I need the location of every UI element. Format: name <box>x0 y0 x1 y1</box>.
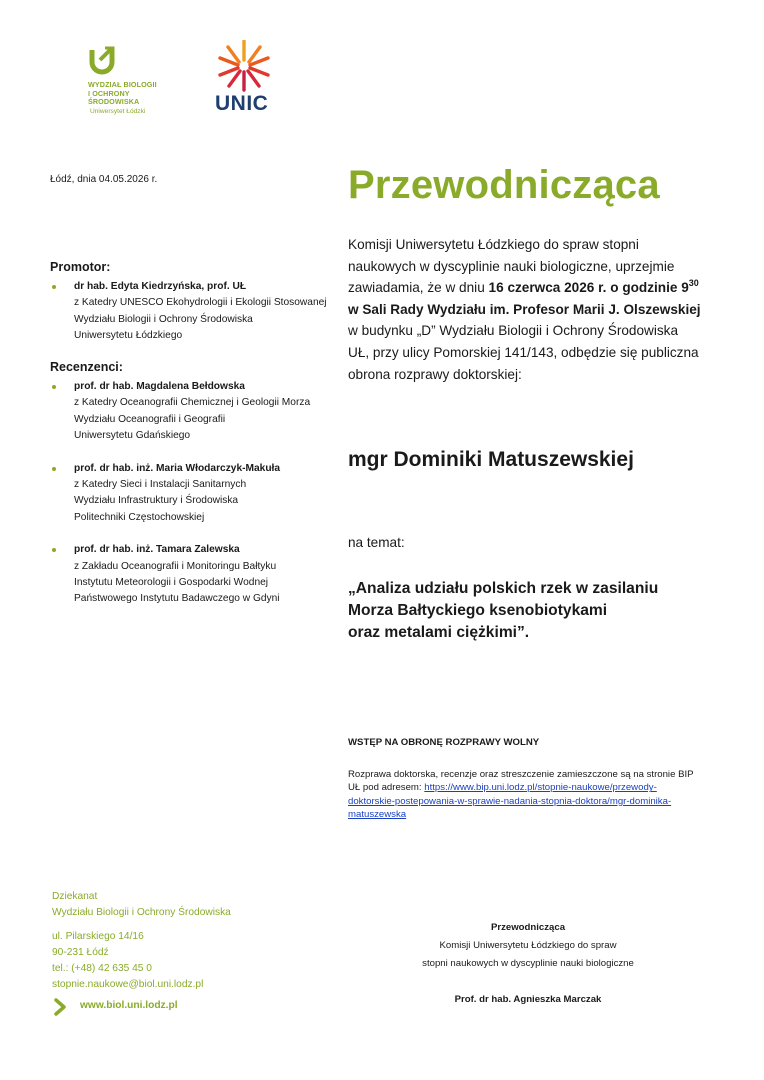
list-item: prof. dr hab. Magdalena Bełdowska z Katedry Oceanografii Chemicznej i Geologii Morza Wydziału Oceanografii i Geografii Uniwersytetu Gdańskiego <box>50 379 340 445</box>
dean-office-contact: Dziekanat Wydziału Biologii i Ochrony Środowiska ul. Pilarskiego 14/16 90-231 Łódź tel.: (+48) 42 635 45 0 stopnie.naukowe@biol.uni.lodz.pl <box>52 889 231 993</box>
bullet-icon <box>52 385 56 389</box>
faculty-logo-text: WYDZIAŁ BIOLOGII I OCHRONY ŚRODOWISKA <box>88 80 157 107</box>
list-item: prof. dr hab. inż. Tamara Zalewska z Zakładu Oceanografii i Monitoringu Bałtyku Instytutu Meteorologii i Gospodarki Wodnej Państwowego Instytutu Badawczego w Gdyni <box>50 542 340 608</box>
unic-logo <box>214 40 276 124</box>
unic-logo-text: UNIC <box>215 92 269 115</box>
university-logo-text: Uniwersytet Łódzki <box>90 108 146 115</box>
phone-number: tel.: (+48) 42 635 45 0 <box>52 963 152 974</box>
bip-link[interactable]: https://www.bip.uni.lodz.pl/stopnie-naukowe/przewody- <box>424 782 657 794</box>
reviewers-section <box>50 360 340 608</box>
defense-date-time: 16 czerwca 2026 r. o godzinie $9^{30}$ <box>488 278 699 296</box>
reviewers-heading: Recenzenci: <box>50 360 123 374</box>
bip-link[interactable]: matuszewska <box>348 809 407 821</box>
address-city: 90-231 Łódź <box>52 947 109 958</box>
announcement-text: Komisji Uniwersytetu Łódzkiego do spraw stopni naukowych w dyscyplinie nauki biologiczne, uprzejmie zawiadamia, że w dniu 16 czerwca 2026 r. o godzinie $9^{30}$ w Sali Rady Wydziału im. Profesor Marii J. Olszewskiej w budynku „D” Wydziału Biologii i Ochrony Środowiska UŁ, przy ulicy Pomorskiej 141/143, odbędzie się publiczna obrona rozprawy doktorskiej: <box>348 237 701 382</box>
bullet-icon <box>52 548 56 552</box>
signature-name: Prof. dr hab. Agnieszka Marczak <box>454 994 602 1005</box>
promotor-heading: Promotor: <box>50 260 111 274</box>
signature-block: Przewodnicząca Komisji Uniwersytetu Łódzkiego do spraw stopni naukowych w dyscyplinie nauki biologiczne Prof. dr hab. Agnieszka Marczak <box>398 919 658 1009</box>
bip-info: Rozprawa doktorska, recenzje oraz streszczenie zamieszczone są na stronie BIP UŁ pod adresem: https://www.bip.uni.lodz.pl/stopnie-naukowe/przewody- doktorskie-postepowania-w-sprawie-nadania-stopnia-doktora/mgr-dominika- matuszewska <box>348 769 694 821</box>
list-item: prof. dr hab. inż. Maria Włodarczyk-Makuła z Katedry Sieci i Instalacji Sanitarnych Wydziału Infrastruktury i Środowiska Politechniki Częstochowskiej <box>50 461 340 527</box>
bullet-icon <box>52 467 56 471</box>
topic-label: na temat: <box>348 535 405 550</box>
website-url[interactable]: www.biol.uni.lodz.pl <box>80 1000 178 1011</box>
arrow-right-icon <box>52 998 70 1016</box>
promotor-section <box>50 260 340 345</box>
email-address: stopnie.naukowe@biol.uni.lodz.pl <box>52 979 204 990</box>
defense-location: w Sali Rady Wydziału im. Profesor Marii J. Olszewskiej <box>348 301 701 317</box>
address-street: ul. Pilarskiego 14/16 <box>52 931 144 942</box>
list-item: dr hab. Edyta Kiedrzyńska, prof. UŁ z Katedry UNESCO Ekohydrologii i Ekologii Stosowanej Wydziału Biologii i Ochrony Środowiska Uniwersytetu Łódzkiego <box>50 279 340 345</box>
bip-link[interactable]: doktorskie-postepowania-w-sprawie-nadania-stopnia-doktora/mgr-dominika- <box>348 795 672 807</box>
entry-notice: WSTĘP NA OBRONĘ ROZPRAWY WOLNY <box>348 737 540 748</box>
candidate-name: mgr Dominiki Matuszewskiej <box>348 448 634 471</box>
signature-title: Przewodnicząca <box>490 922 566 933</box>
page-title: Przewodnicząca <box>348 163 660 207</box>
faculty-logo-icon <box>88 46 118 76</box>
unic-star-icon <box>214 40 274 92</box>
document-date: Łódź, dnia 04.05.2026 r. <box>50 174 158 185</box>
bullet-icon <box>52 285 56 289</box>
faculty-logo <box>88 46 198 126</box>
dissertation-topic: „Analiza udziału polskich rzek w zasilaniu Morza Bałtyckiego ksenobiotykami oraz metalami ciężkimi”. <box>348 580 659 641</box>
